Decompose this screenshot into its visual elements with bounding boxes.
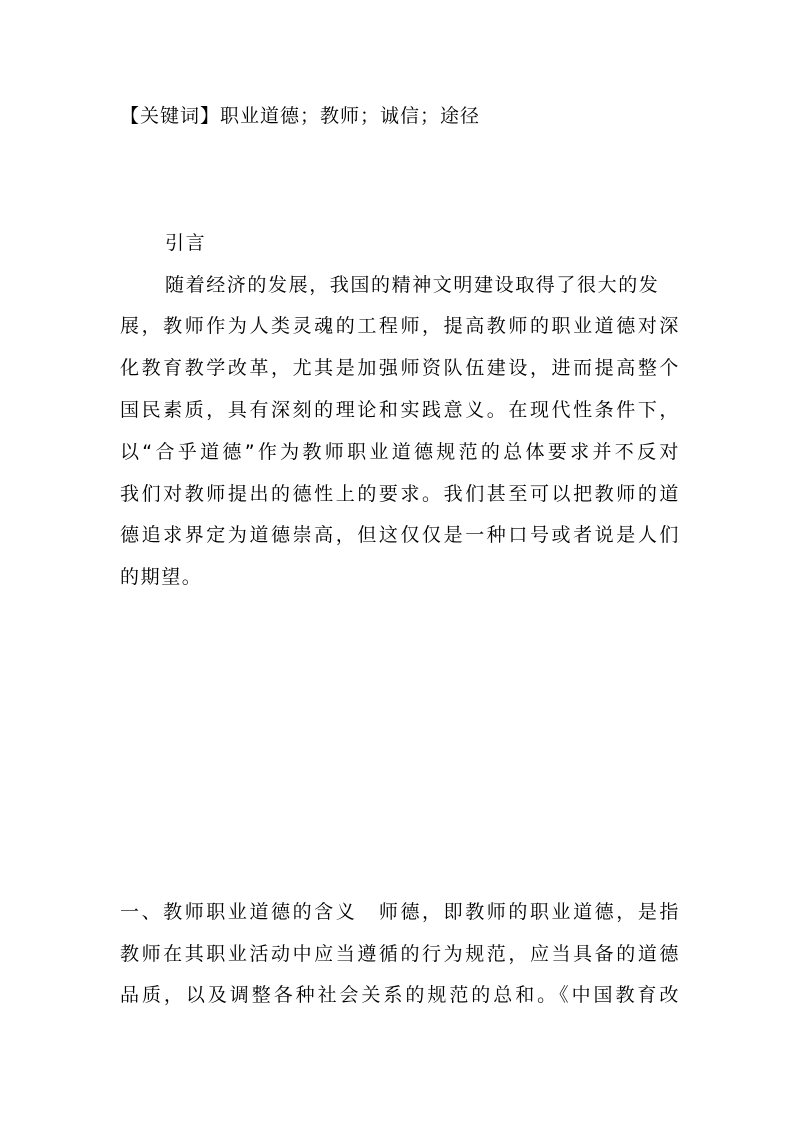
intro-paragraph-line: 以“合乎道德”作为教师职业道德规范的总体要求并不反对 xyxy=(120,441,680,463)
intro-heading: 引言 xyxy=(165,232,207,254)
section1-paragraph-line: 教师在其职业活动中应当遵循的行为规范，应当具备的道德 xyxy=(120,943,680,965)
intro-paragraph-line: 德追求界定为道德崇高，但这仅仅是一种口号或者说是人们 xyxy=(120,524,680,546)
section1-paragraph-line: 品质，以及调整各种社会关系的规范的总和。《中国教育改 xyxy=(120,984,680,1006)
intro-paragraph-line: 的期望。 xyxy=(120,566,203,588)
intro-paragraph-line: 我们对教师提出的德性上的要求。我们甚至可以把教师的道 xyxy=(120,483,680,505)
keywords-line: 【关键词】职业道德；教师；诚信；途径 xyxy=(120,105,481,127)
intro-paragraph-line: 展，教师作为人类灵魂的工程师，提高教师的职业道德对深 xyxy=(120,315,680,337)
intro-paragraph-line: 国民素质，具有深刻的理论和实践意义。在现代性条件下， xyxy=(120,399,680,421)
section1-paragraph-line: 一、教师职业道德的含义 师德，即教师的职业道德，是指 xyxy=(120,901,680,923)
intro-paragraph-line: 随着经济的发展，我国的精神文明建设取得了很大的发 xyxy=(165,274,660,296)
intro-paragraph-line: 化教育教学改革，尤其是加强师资队伍建设，进而提高整个 xyxy=(120,357,680,379)
